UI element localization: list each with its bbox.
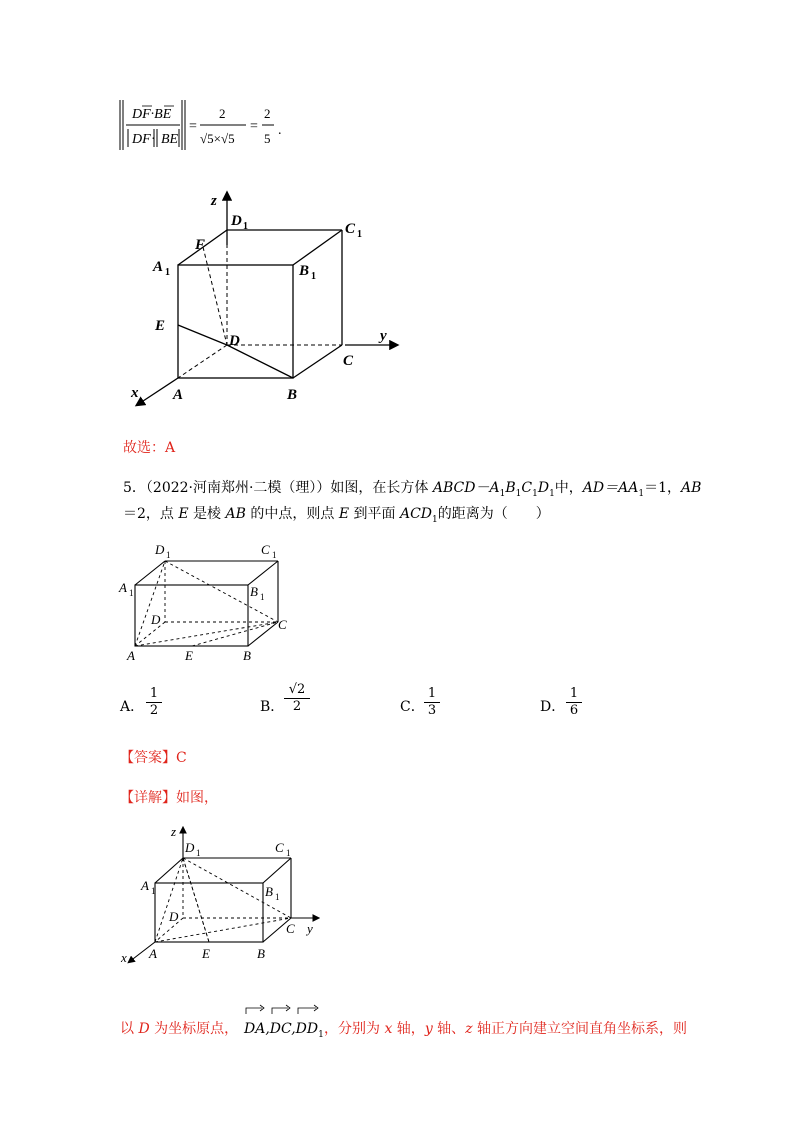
option-d-den: 6	[566, 702, 582, 718]
option-a-letter: A．	[120, 699, 145, 715]
q5-mid: 中，	[554, 480, 583, 496]
f3-label-D1-sub: 1	[196, 848, 201, 858]
label-B: B	[287, 387, 298, 403]
f2-label-C1: C	[261, 542, 270, 557]
option-b-letter: B．	[260, 699, 285, 715]
formula-frac3-den: 5	[264, 131, 271, 146]
q5-body-d: D	[537, 480, 550, 496]
vectors-text	[244, 1018, 324, 1046]
ll-vec-sub: 1	[318, 1029, 324, 1040]
formula-numerator: DF·BE	[132, 107, 172, 122]
x-axis	[137, 378, 178, 405]
f3-label-B1: B	[265, 884, 273, 899]
q5-l2-b: 是棱	[188, 506, 226, 522]
f3-label-A1-sub: 1	[151, 886, 156, 896]
question-5-line1	[123, 477, 701, 505]
label-x: x	[131, 385, 139, 401]
formula-top	[118, 96, 298, 156]
f3-label-C: C	[286, 921, 295, 936]
formula-den-a: DF	[132, 132, 151, 147]
figure-3	[115, 820, 330, 970]
ll-y: y	[424, 1021, 433, 1037]
option-c-letter: C．	[400, 699, 425, 715]
option-d-letter: D．	[540, 699, 566, 715]
question-5-line2	[123, 503, 550, 531]
q5-sub2: 1	[515, 488, 522, 499]
f2-label-A1-sub: 1	[129, 588, 134, 598]
detail-label: 【详解】如图，	[120, 790, 218, 806]
ll-f: 轴正方向建立空间直角坐标系，则	[472, 1021, 688, 1037]
answer-prev: 故选：A	[123, 440, 176, 456]
label-A1: A	[153, 259, 164, 275]
q5-body-b: B	[505, 480, 516, 496]
formula-den-b: BE	[161, 132, 179, 147]
q5-sub3: 1	[532, 488, 538, 499]
figure-2-svg	[115, 538, 295, 663]
f3-label-D1: D	[185, 840, 195, 855]
label-A: A	[173, 387, 184, 403]
f2-label-B1-sub: 1	[260, 592, 265, 602]
f3-label-E: E	[202, 946, 210, 961]
formula-dot: ·	[151, 132, 156, 147]
f2-label-E: E	[185, 648, 193, 663]
q5-l2-E: E	[178, 506, 189, 522]
q5-body-a: ABCD－A	[432, 480, 500, 496]
label-E: E	[155, 318, 166, 334]
f3-label-y: y	[307, 921, 313, 936]
label-D: D	[229, 333, 240, 349]
label-y: y	[380, 328, 387, 344]
f3-label-C1: C	[275, 840, 284, 855]
formula-svg	[118, 96, 298, 156]
q5-l2-c: 的中点，则点	[245, 506, 339, 522]
f2-label-D: D	[151, 612, 161, 627]
label-A1-sub: 1	[165, 267, 170, 278]
label-z: z	[211, 193, 217, 209]
f2-label-D1-sub: 1	[166, 550, 171, 560]
label-C: C	[343, 353, 354, 369]
last-line	[120, 1018, 238, 1040]
q5-body-c: C	[521, 480, 533, 496]
q5-prefix: 5．（2022·河南郑州·二模（理））如图，在长方体	[123, 480, 433, 496]
f3-label-z: z	[171, 824, 177, 839]
option-d-num: 1	[569, 686, 579, 701]
formula-frac3-num: 2	[264, 106, 271, 121]
label-D1-sub: 1	[243, 221, 248, 232]
f3-label-A: A	[149, 946, 157, 961]
q5-cond1: AD＝AA	[582, 480, 639, 496]
f2-label-B1: B	[250, 584, 258, 599]
ll-z: z	[465, 1021, 473, 1037]
figure-3-svg	[115, 820, 330, 970]
f3-label-B1-sub: 1	[275, 892, 280, 902]
option-c-num: 1	[427, 686, 437, 701]
ll-e: 轴、	[432, 1021, 466, 1037]
front-face	[178, 265, 293, 378]
option-b-den: 2	[284, 698, 310, 714]
formula-eq1: =	[189, 119, 197, 134]
q5-sub4: 1	[549, 488, 555, 499]
option-a-num: 1	[149, 686, 159, 701]
f3-label-B: B	[257, 946, 265, 961]
figure-1	[125, 185, 415, 415]
formula-eq2: =	[250, 119, 258, 134]
formula-frac2-num: 2	[219, 106, 226, 121]
f2-label-D1: D	[155, 542, 165, 557]
q5-l2-AB: AB	[225, 506, 246, 522]
label-F: F	[195, 237, 206, 253]
label-D1: D	[231, 213, 242, 229]
formula-frac2-den: √5×√5	[200, 131, 235, 146]
answer-label: 【答案】C	[120, 750, 187, 766]
q5-l2-a: ＝2，点	[123, 506, 179, 522]
options-row	[120, 682, 620, 726]
label-C1: C	[345, 221, 356, 237]
label-B1: B	[299, 263, 310, 279]
option-c-den: 3	[424, 702, 440, 718]
ll-c: ，分别为	[324, 1021, 385, 1037]
option-b-num: √2	[288, 682, 306, 697]
f2-label-C1-sub: 1	[272, 550, 277, 560]
f2-label-B: B	[243, 648, 251, 663]
q5-cond1-end: ＝1，	[644, 480, 682, 496]
f2-label-C: C	[278, 617, 287, 632]
last-line-rest	[324, 1018, 687, 1040]
figure-2	[115, 538, 295, 663]
f2-label-A1: A	[119, 580, 127, 595]
ll-D: D	[138, 1021, 150, 1037]
q5-l2-d: 到平面	[349, 506, 400, 522]
ll-b: 为坐标原点，	[149, 1021, 239, 1037]
formula-end: .	[278, 123, 282, 138]
q5-sub1: 1	[499, 488, 506, 499]
option-a-den: 2	[146, 702, 162, 718]
vector-arrow-marks	[244, 1004, 324, 1016]
f3-label-C1-sub: 1	[286, 848, 291, 858]
figure-1-svg	[125, 185, 415, 415]
label-C1-sub: 1	[357, 229, 362, 240]
q5-l2-e: 的距离为（ ）	[437, 506, 550, 522]
f3-label-D: D	[169, 909, 179, 924]
q5-l2-E2: E	[338, 506, 350, 522]
q5-sub6: 1	[432, 514, 438, 525]
ll-d: 轴，	[392, 1021, 425, 1037]
f2-label-A: A	[127, 648, 135, 663]
ll-a: 以	[120, 1021, 139, 1037]
f3-label-A1: A	[141, 878, 149, 893]
label-B1-sub: 1	[311, 271, 316, 282]
q5-sub5: 1	[638, 488, 645, 499]
q5-l2-plane: ACD	[399, 506, 432, 522]
ll-vectors: DA,DC,DD	[244, 1021, 319, 1037]
f3-label-x: x	[121, 950, 127, 965]
q5-cond2: AB	[681, 480, 702, 496]
ll-x: x	[384, 1021, 393, 1037]
